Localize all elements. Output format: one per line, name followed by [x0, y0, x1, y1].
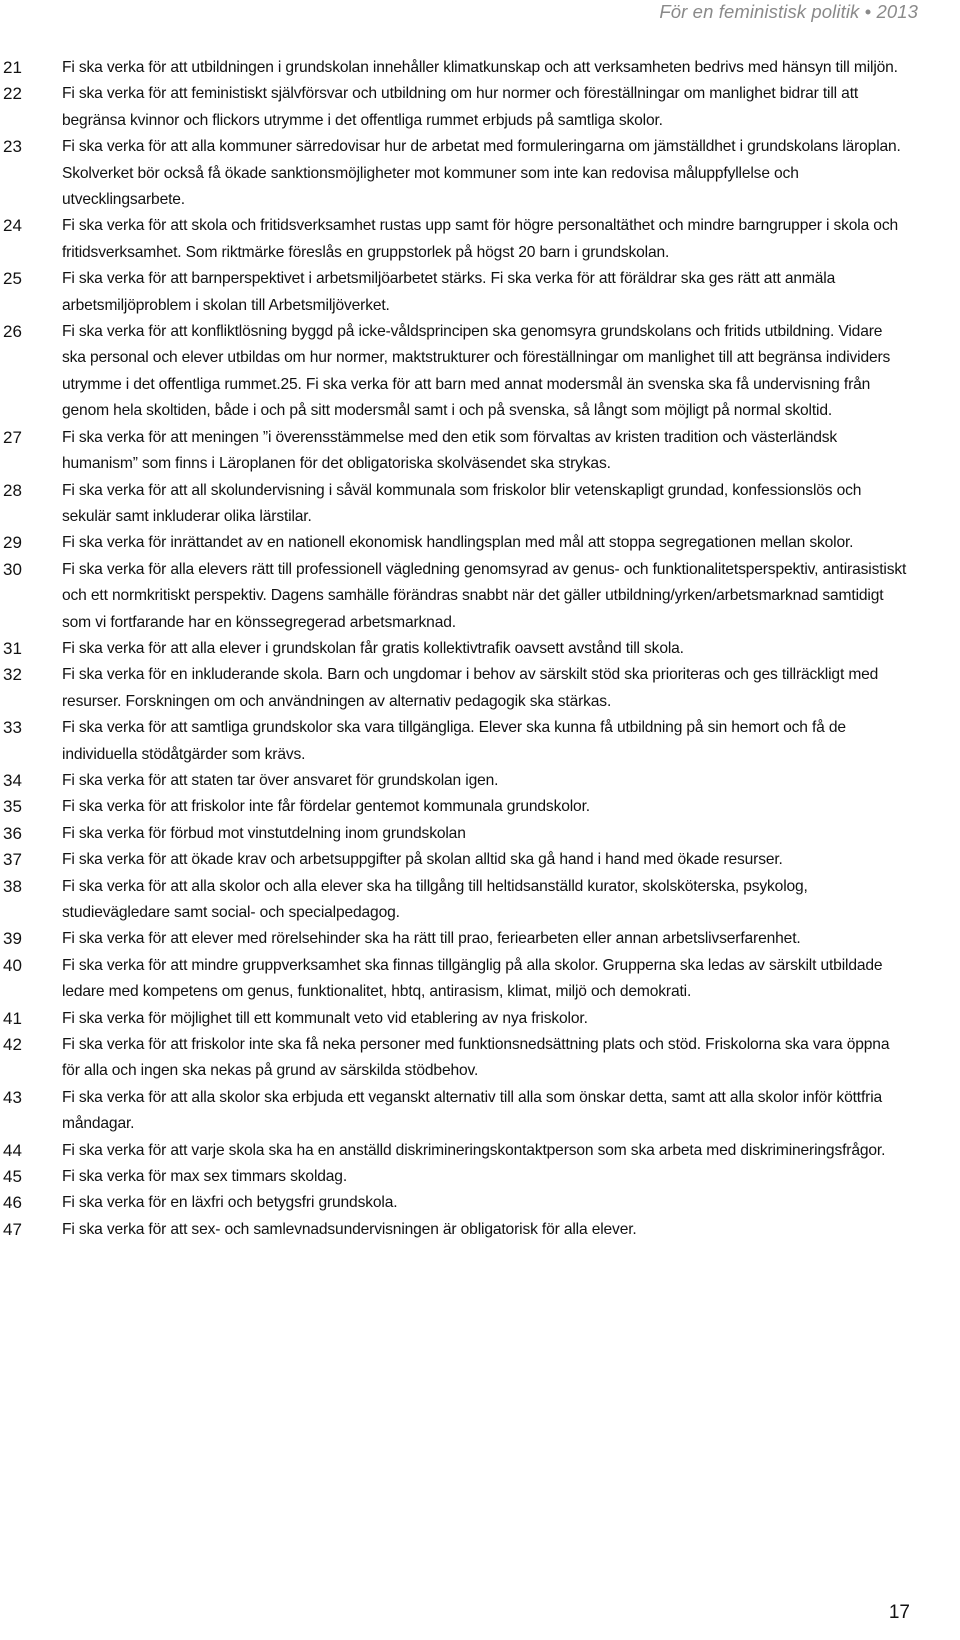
item-number: 23 [3, 137, 22, 157]
item-text: Fi ska verka för att ökade krav och arbetsuppgifter på skolan alltid ska gå hand i hand med ökade resurser. [62, 851, 783, 869]
list-item [0, 266, 960, 319]
proposal-list [0, 55, 960, 1243]
item-text: Fi ska verka för förbud mot vinstutdelning inom grundskolan [62, 824, 466, 842]
list-item [0, 953, 960, 1006]
item-number: 29 [3, 533, 22, 553]
item-text: Fi ska verka för att skola och fritidsverksamhet rustas upp samt för högre personaltäthet och mindre barngrupper i skola och fritidsverksamhet. Som riktmärke föreslås en gruppstorlek på högst 20 barn i grundskolan. [62, 217, 898, 261]
list-item [0, 1032, 960, 1085]
item-text: Fi ska verka för en läxfri och betygsfri grundskola. [62, 1194, 398, 1212]
list-item [0, 55, 960, 81]
list-item [0, 557, 960, 636]
item-number: 46 [3, 1193, 22, 1213]
list-item [0, 847, 960, 873]
running-header: För en feministisk politik • 2013 [659, 1, 918, 22]
item-text: Fi ska verka för att all skolundervisning i såväl kommunala som friskolor blir vetenskapligt grundad, konfessionslös och sekulär samt inkluderar olika lärstilar. [62, 481, 862, 525]
item-text: Fi ska verka för att friskolor inte får fördelar gentemot kommunala grundskolor. [62, 798, 590, 816]
list-item [0, 1138, 960, 1164]
item-text: Fi ska verka för alla elevers rätt till professionell vägledning genomsyrad av genus- och funktionalitetsperspektiv, antirasistiskt och ett normkritiskt perspektiv. Dagens samhälle förändras snabbt när det gäller utbildning/yrken/arbetsmarknad samtidigt som vi fortfarande har en könssegregerad arbetsmarknad. [62, 560, 907, 631]
list-item [0, 821, 960, 847]
item-text: Fi ska verka för att sex- och samlevnadsundervisningen är obligatorisk för alla elever. [62, 1220, 637, 1238]
item-number: 27 [3, 427, 22, 447]
list-item [0, 1217, 960, 1243]
list-item [0, 662, 960, 715]
item-text: Fi ska verka för att mindre gruppverksamhet ska finnas tillgänglig på alla skolor. Grupperna ska ledas av särskilt utbildade ledare med kompetens om genus, funktionalitet, hbtq, antirasism, klimat, miljö och demokrati. [62, 956, 883, 1001]
item-number: 22 [3, 84, 22, 104]
list-item [0, 213, 960, 266]
item-text: Fi ska verka för att friskolor inte ska få neka personer med funktionsnedsättning plats och stöd. Friskolorna ska vara öppna för alla och ingen ska nekas på grund av särskilda stödbehov. [62, 1036, 890, 1080]
item-number: 42 [3, 1035, 22, 1055]
item-text: Fi ska verka för att alla kommuner särredovisar hur de arbetat med formuleringarna om jämställdhet i grundskolans läroplan. Skolverket bör också få ökade sanktionsmöjligheter mot kommuner som inte kan redovisa måluppfyllelse och utvecklingsarbete. [62, 138, 901, 209]
list-item [0, 794, 960, 820]
item-text: Fi ska verka för att samtliga grundskolor ska vara tillgängliga. Elever ska kunna få utbildning på sin hemort och få de individuella stödåtgärder som krävs. [62, 719, 846, 763]
list-item [0, 715, 960, 768]
item-number: 39 [3, 929, 22, 949]
item-number: 26 [3, 322, 22, 342]
item-text: Fi ska verka för att elever med rörelsehinder ska ha rätt till prao, feriearbeten eller annan arbetslivserfarenhet. [62, 930, 801, 948]
item-text: Fi ska verka för inrättandet av en nationell ekonomisk handlingsplan med mål att stoppa segregationen mellan skolor. [62, 534, 854, 552]
item-text: Fi ska verka för att alla skolor och alla elever ska ha tillgång till heltidsanställd kurator, skolsköterska, psykolog, studievägledare samt social- och specialpedagog. [62, 877, 808, 921]
list-item [0, 874, 960, 927]
item-text: Fi ska verka för en inkluderande skola. Barn och ungdomar i behov av särskilt stöd ska prioriteras och ges tillräckligt med resurser. Forskningen om och användningen av alternativ pedagogik ska stärkas. [62, 666, 879, 710]
list-item [0, 478, 960, 531]
list-item [0, 134, 960, 213]
item-number: 47 [3, 1219, 22, 1239]
item-text: Fi ska verka för att utbildningen i grundskolan innehåller klimatkunskap och att verksamheten bedrivs med hänsyn till miljön. [62, 59, 898, 76]
item-number: 43 [3, 1087, 22, 1107]
item-text: Fi ska verka för att barnperspektivet i arbetsmiljöarbetet stärks. Fi ska verka för att föräldrar ska ges rätt att anmäla arbetsmiljöproblem i skolan till Arbetsmiljöverket. [62, 270, 836, 314]
list-item [0, 1164, 960, 1190]
item-number: 32 [3, 665, 22, 685]
item-text: Fi ska verka för att staten tar över ansvaret för grundskolan igen. [62, 771, 499, 789]
item-number: 41 [3, 1008, 22, 1028]
item-number: 37 [3, 850, 22, 870]
item-number: 28 [3, 480, 22, 500]
list-item [0, 1190, 960, 1216]
item-number: 40 [3, 955, 22, 975]
item-text: Fi ska verka för att feministiskt självförsvar och utbildning om hur normer och föreställningar om manlighet bidrar till att begränsa kvinnor och flickors utrymme i det offentliga rummet erbjuds på samtliga skolor. [62, 85, 859, 129]
item-number: 34 [3, 770, 22, 790]
list-item [0, 768, 960, 794]
item-number: 31 [3, 638, 22, 658]
item-text: Fi ska verka för att konfliktlösning byggd på icke-våldsprincipen ska genomsyra grundskolans och fritids utbildning. Vidare ska personal och elever utbildas om hur normer, maktstrukturer och föreställningar om manlighet till att begränsa individers utrymme i det offentliga rummet.25. Fi ska verka för att barn med annat modersmål än svenska ska få undervisning från genom hela skoltiden, både i och på sitt modersmål samt i och på svenska, så långt som möjligt på normal skoltid. [62, 323, 891, 420]
list-item [0, 530, 960, 556]
item-text: Fi ska verka för max sex timmars skoldag. [62, 1168, 348, 1186]
item-number: 21 [3, 58, 22, 77]
item-number: 38 [3, 876, 22, 896]
item-number: 44 [3, 1140, 22, 1160]
list-item [0, 636, 960, 662]
item-number: 25 [3, 269, 22, 289]
list-item [0, 319, 960, 425]
item-text: Fi ska verka för möjlighet till ett kommunalt veto vid etablering av nya friskolor. [62, 1009, 588, 1027]
item-number: 30 [3, 559, 22, 579]
list-item [0, 926, 960, 952]
item-number: 36 [3, 823, 22, 843]
item-text: Fi ska verka för att alla elever i grundskolan får gratis kollektivtrafik oavsett avstånd till skola. [62, 639, 684, 657]
page-number: 17 [888, 1602, 910, 1623]
item-text: Fi ska verka för att varje skola ska ha en anställd diskrimineringskontaktperson som ska arbeta med diskrimineringsfrågor. [62, 1141, 886, 1159]
item-number: 45 [3, 1167, 22, 1187]
item-number: 24 [3, 216, 22, 236]
list-item [0, 1006, 960, 1032]
item-text: Fi ska verka för att meningen ”i överensstämmelse med den etik som förvaltas av kristen tradition och västerländsk humanism” som finns i Läroplanen för det obligatoriska skolväsendet ska strykas. [62, 428, 838, 473]
item-number: 35 [3, 797, 22, 817]
item-number: 33 [3, 718, 22, 738]
item-text: Fi ska verka för att alla skolor ska erbjuda ett veganskt alternativ till alla som önskar detta, samt att alla skolor inför köttfria måndagar. [62, 1088, 883, 1133]
list-item [0, 81, 960, 134]
list-item [0, 1085, 960, 1138]
list-item [0, 425, 960, 478]
